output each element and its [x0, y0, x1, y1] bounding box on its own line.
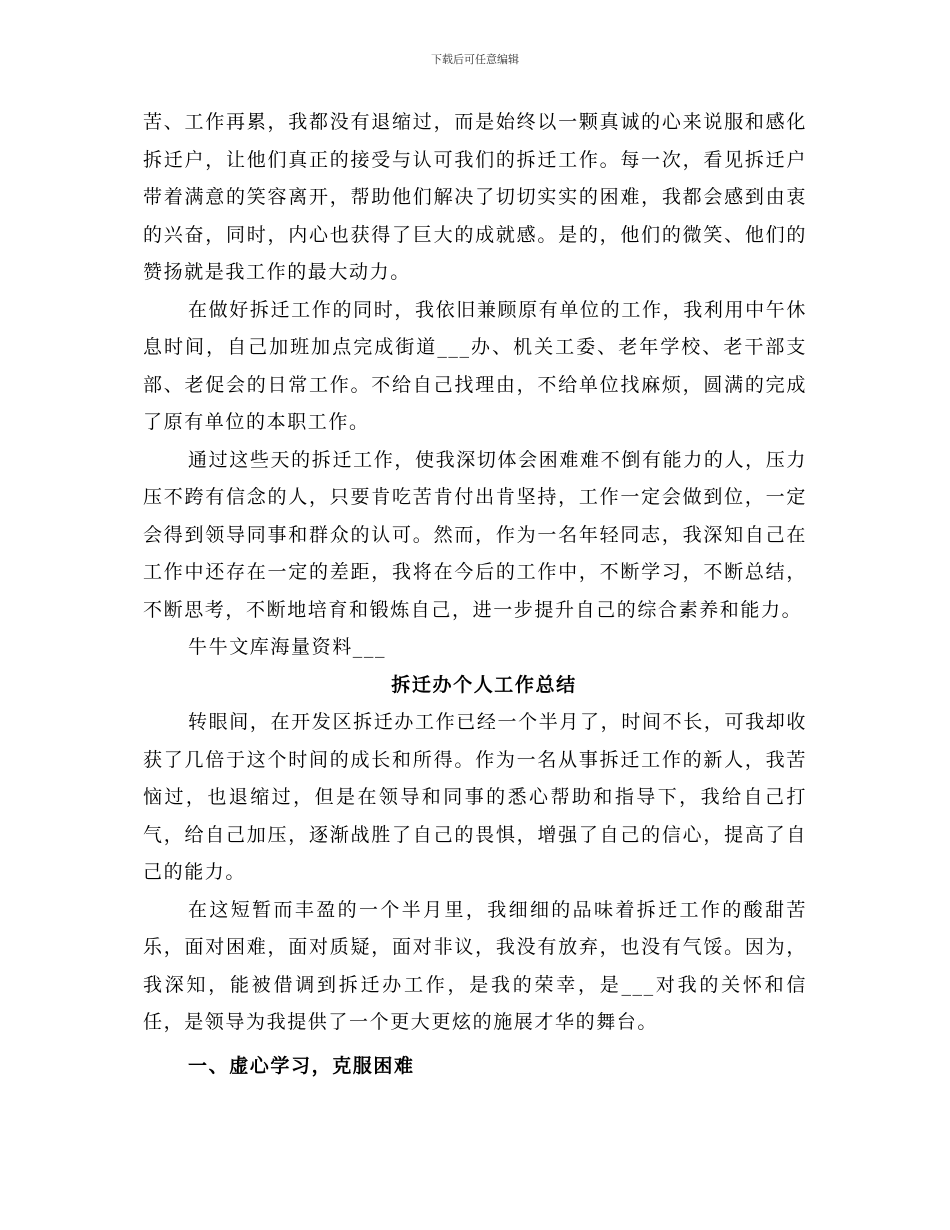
- paragraph-continued: 苦、工作再累，我都没有退缩过，而是始终以一颗真诚的心来说服和感化拆迁户，让他们真正的接受与认可我们的拆迁工作。每一次，看见拆迁户带着满意的笑容离开，帮助他们解决了切切实实的困难，我都会感到由衷的兴奋，同时，内心也获得了巨大的成就感。是的，他们的微笑、他们的赞扬就是我工作的最大动力。: [143, 111, 807, 283]
- document-body: [143, 104, 807, 1085]
- paragraph-experience: 在这短暂而丰盈的一个半月里，我细细的品味着拆迁工作的酸甜苦乐，面对困难，面对质疑，面对非议，我没有放弃，也没有气馁。因为，我深知，能被借调到拆迁办工作，是我的荣幸，是___对我的关怀和信任，是领导为我提供了一个更大更炫的施展才华的舞台。: [143, 898, 807, 1033]
- paragraph-reflection: 通过这些天的拆迁工作，使我深切体会困难难不倒有能力的人，压力压不跨有信念的人，只要肯吃苦肯付出肯坚持，工作一定会做到位，一定会得到领导同事和群众的认可。然而，作为一名年轻同志，我深知自己在工作中还存在一定的差距，我将在今后的工作中，不断学习，不断总结，不断思考，不断地培育和锻炼自己，进一步提升自己的综合素养和能力。: [143, 448, 807, 621]
- paragraph-source-note: 牛牛文库海量资料___: [188, 636, 387, 658]
- paragraph-intro: 转眼间，在开发区拆迁办工作已经一个半月了，时间不长，可我却收获了几倍于这个时间的成长和所得。作为一名从事拆迁工作的新人，我苦恼过，也退缩过，但是在领导和同事的悉心帮助和指导下，我给自己打气，给自己加压，逐渐战胜了自己的畏惧，增强了自己的信心，提高了自己的能力。: [143, 711, 807, 883]
- paragraph-work-balance: 在做好拆迁工作的同时，我依旧兼顾原有单位的工作，我利用中午休息时间，自己加班加点完成街道___办、机关工委、老年学校、老干部支部、老促会的日常工作。不给自己找理由，不给单位找麻烦，圆满的完成了原有单位的本职工作。: [143, 298, 807, 433]
- section-heading: 一、虚心学习，克服困难: [188, 1054, 415, 1077]
- page-header: 下载后可任意编辑: [431, 53, 519, 66]
- document-title: 拆迁办个人工作总结: [391, 673, 577, 696]
